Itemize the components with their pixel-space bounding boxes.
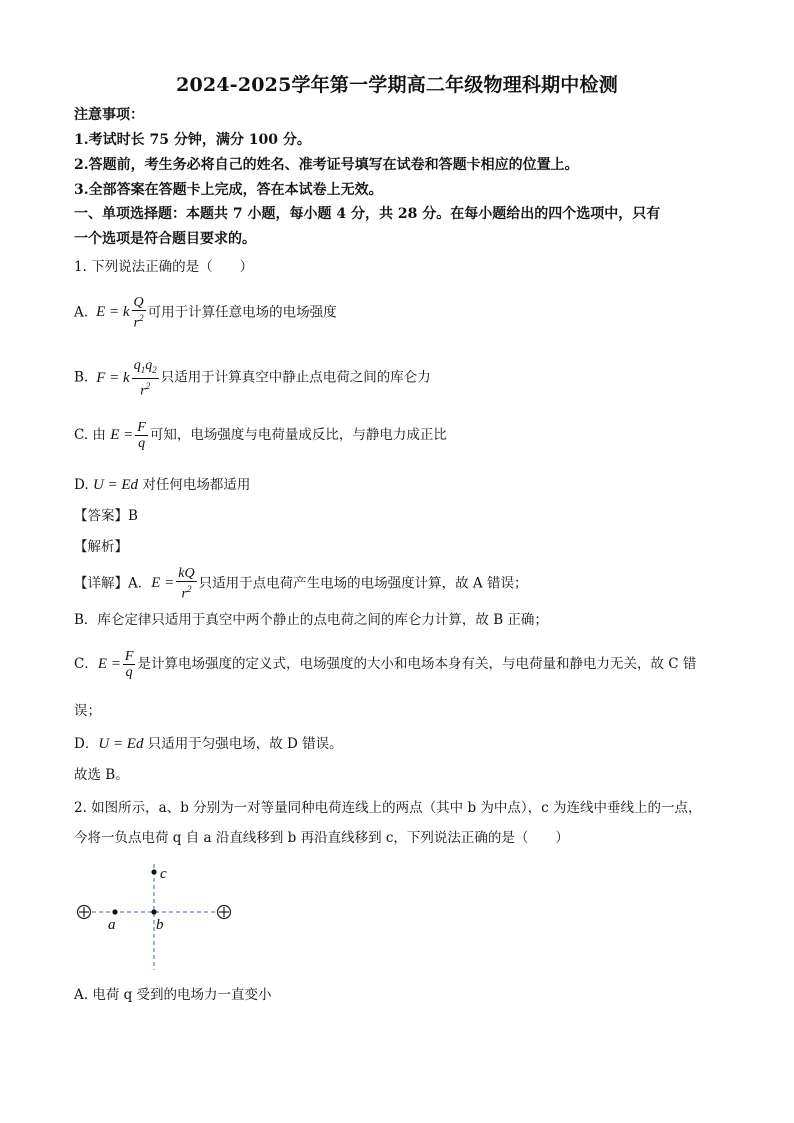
- q1-detail-a: [74, 566, 527, 602]
- q1-option-b-text: 只适用于计算真空中静止点电荷之间的库仑力: [160, 369, 431, 386]
- q1-option-a-text: 可用于计算任意电场的电场强度: [147, 304, 337, 321]
- q1-option-c-text: 可知，电场强度与电荷量成反比，与静电力成正比: [149, 426, 447, 443]
- q1-option-c-formula: E = $\frac{F}{q}$: [110, 420, 146, 451]
- q1-detail-d-prefix: D．: [74, 736, 99, 752]
- q1-option-c: [74, 420, 447, 451]
- q2-figure-left-charge: [78, 906, 91, 919]
- notice-item-2: 2.答题前，考生务必将自己的姓名、准考证号填写在试卷和答题卡相应的位置上。: [74, 157, 579, 173]
- q1-detail-c: [74, 649, 696, 680]
- q1-option-a: [74, 295, 337, 331]
- q1-detail-c-formula: E = $\frac{F}{q}$: [97, 649, 134, 680]
- q1-option-b: [74, 358, 431, 398]
- notice-item-3: 3.全部答案在答题卡上完成，答在本试卷上无效。: [74, 182, 383, 198]
- section-heading-line-1: 一、单项选择题：本题共 7 小题，每小题 4 分，共 28 分。在每小题给出的四个选项中，只有: [74, 206, 661, 222]
- q2-figure-right-charge: [218, 906, 231, 919]
- q1-option-a-label: A.: [74, 304, 89, 321]
- q1-option-b-label: B.: [74, 369, 89, 386]
- q1-detail-d-formula: U = Ed: [98, 736, 144, 752]
- exam-title: 2024-2025学年第一学期高二年级物理科期中检测: [176, 74, 618, 96]
- q1-detail-c-text: 是计算电场强度的定义式，电场强度的大小和电场本身有关，与电荷量和静电力无关，故 C 错: [137, 655, 697, 672]
- q1-option-a-formula: E = k $\frac{Q}{r^2}$: [92, 295, 144, 331]
- q2-figure-label-a: a: [108, 917, 116, 933]
- q1-option-d-formula: U = Ed: [92, 477, 139, 493]
- q2-figure-point-c: [151, 869, 156, 874]
- q2-figure-label-c: c: [160, 866, 167, 882]
- q1-detail-b: B．库仑定律只适用于真空中两个静止的点电荷之间的库仑力计算，故 B 正确；: [74, 612, 548, 628]
- q1-detail-a-text: 只适用于点电荷产生电场的电场强度计算，故 A 错误；: [198, 575, 528, 592]
- notice-item-1: 1.考试时长 75 分钟，满分 100 分。: [74, 132, 311, 148]
- q1-option-d: [74, 476, 250, 494]
- q2-stem-line-2: 今将一负点电荷 q 自 a 沿直线移到 b 再沿直线移到 c，下列说法正确的是（ ）: [74, 830, 569, 846]
- q2-figure-label-b: b: [156, 917, 164, 933]
- q1-analysis-heading: 【解析】: [74, 539, 128, 555]
- section-heading-line-2: 一个选项是符合题目要求的。: [74, 231, 256, 247]
- q2-figure-point-a: [112, 909, 117, 914]
- q1-detail-a-formula: E = $\frac{kQ}{r^2}$: [151, 566, 195, 602]
- q2-figure: [70, 858, 250, 978]
- q1-detail-c-prefix: C．: [74, 655, 98, 672]
- q2-option-a: A. 电荷 q 受到的电场力一直变小: [74, 987, 272, 1003]
- q1-detail-a-prefix: 【详解】A．: [74, 575, 152, 592]
- q1-stem: 1. 下列说法正确的是（ ）: [74, 259, 254, 275]
- q1-option-d-text: 对任何电场都适用: [142, 477, 251, 493]
- q1-detail-d-text: 只适用于匀强电场，故 D 错误。: [147, 736, 343, 752]
- q1-conclusion: 故选 B。: [74, 767, 129, 783]
- q1-answer: 【答案】B: [74, 508, 138, 524]
- q1-detail-c-continued: 误；: [74, 703, 101, 719]
- q1-option-c-label: C. 由: [74, 426, 106, 443]
- q1-option-b-formula: F = k $\frac{q_1q_2}{r^2}$: [92, 358, 157, 399]
- notice-heading: 注意事项：: [74, 107, 144, 123]
- q2-figure-point-b: [151, 909, 156, 914]
- q2-stem-line-1: 2. 如图所示，a、b 分别为一对等量同种电荷连线上的两点（其中 b 为中点），c 为连线中垂线上的一点，: [74, 800, 702, 816]
- q1-detail-d: [74, 735, 343, 753]
- q1-option-d-label: D.: [74, 477, 89, 493]
